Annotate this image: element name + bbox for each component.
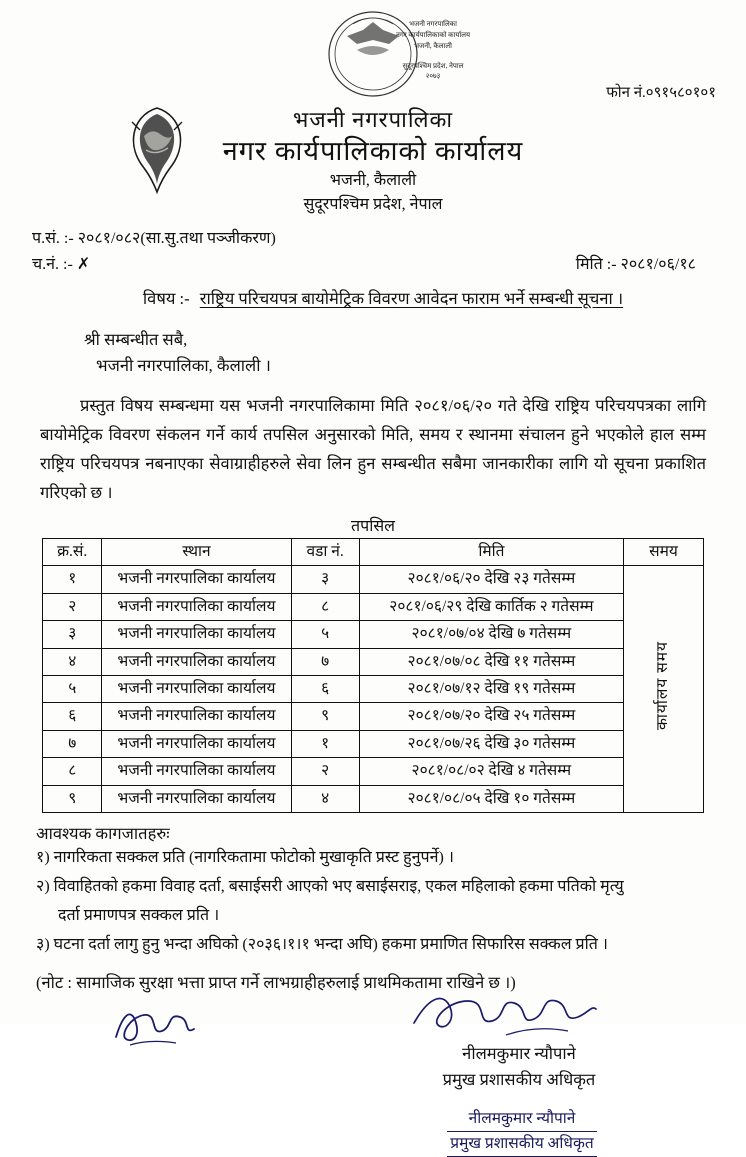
letter-date (576, 252, 696, 274)
cell-place: भजनी नगरपालिका कार्यालय (102, 675, 291, 702)
cell-serial: ३ (43, 621, 102, 648)
national-emblem-icon (114, 106, 200, 194)
subject-label: विषय :- (143, 289, 190, 308)
official-seal (313, 10, 433, 102)
header-date: मिति (359, 538, 623, 565)
patra-value: २०८१/०८२(सा.सु.तथा पञ्जीकरण) (78, 230, 276, 247)
cell-date: २०८१/०७/१२ देखि १९ गतेसम्म (359, 675, 623, 702)
cell-time-merged (624, 566, 704, 813)
cell-place: भजनी नगरपालिका कार्यालय (102, 730, 291, 757)
patra-label: प.सं. :- (32, 230, 74, 247)
officer-name: नीलमकुमार न्यौपाने (404, 1041, 634, 1067)
item-number: २) (36, 878, 50, 895)
header-serial: क्र.सं. (43, 538, 102, 565)
table-row (43, 566, 704, 593)
cell-date: २०८१/०७/०८ देखि ११ गतेसम्म (359, 648, 623, 675)
stamp-name: नीलमकुमार न्यौपाने (402, 1107, 642, 1130)
officer-title: प्रमुख प्रशासकीय अधिकृत (404, 1067, 634, 1093)
seal-line-2: नगर कार्यपालिकाको कार्यालय (373, 31, 493, 39)
phone-number: फोन नं.०९१५८०१०१ (606, 82, 716, 102)
cell-ward: ९ (291, 703, 359, 730)
cell-place: भजनी नगरपालिका कार्यालय (102, 758, 291, 785)
list-item (36, 873, 720, 931)
cell-date: २०८१/०८/०५ देखि १० गतेसम्म (359, 785, 623, 812)
seal-year: २०७३ (373, 72, 493, 80)
cell-serial: ८ (43, 758, 102, 785)
date-label: मिति :- (576, 256, 617, 273)
item-number: १) (36, 849, 50, 866)
cell-ward: ८ (291, 593, 359, 620)
cell-date: २०८१/०६/२९ देखि कार्तिक २ गतेसम्म (359, 593, 623, 620)
cell-ward: ३ (291, 566, 359, 593)
cell-ward: ७ (291, 648, 359, 675)
cell-date: २०८१/०६/२० देखि २३ गतेसम्म (359, 566, 623, 593)
note-text: (नोट : सामाजिक सुरक्षा भत्ता प्राप्त गर्ने लाभग्राहीहरुलाई प्राथमिकतामा राखिने छ ।) (26, 970, 720, 993)
cell-date: २०८१/०७/२० देखि २५ गतेसम्म (359, 703, 623, 730)
officer-signature-icon (410, 989, 600, 1049)
chalani-label: च.नं. :- (32, 256, 73, 273)
addressee-line-1: श्री सम्बन्धीत सबै, (84, 330, 187, 349)
cell-serial: ४ (43, 648, 102, 675)
cell-serial: ७ (43, 730, 102, 757)
seal-line-4: सुदूरपश्चिम प्रदेश, नेपाल (373, 62, 493, 70)
header-place: स्थान (102, 538, 291, 565)
table-row (43, 648, 704, 675)
municipality-name: भजनी नगरपालिका (26, 106, 720, 134)
table-row (43, 703, 704, 730)
table-row (43, 785, 704, 812)
table-row (43, 621, 704, 648)
chalani-number (32, 252, 90, 274)
header-time: समय (624, 538, 704, 565)
schedule-table (42, 538, 704, 814)
stamp-title: प्रमुख प्रशासकीय अधिकृत (402, 1132, 642, 1155)
table-row (43, 593, 704, 620)
cell-ward: ६ (291, 675, 359, 702)
cell-date: २०८१/०८/०२ देखि ४ गतेसम्म (359, 758, 623, 785)
office-province: सुदूरपश्चिम प्रदेश, नेपाल (26, 193, 720, 217)
left-signature-icon (110, 1001, 200, 1049)
seal-line-1: भजनी नगरपालिका (373, 20, 493, 28)
cell-place: भजनी नगरपालिका कार्यालय (102, 785, 291, 812)
cell-place: भजनी नगरपालिका कार्यालय (102, 703, 291, 730)
office-name: नगर कार्यपालिकाको कार्यालय (26, 134, 720, 169)
cell-place: भजनी नगरपालिका कार्यालय (102, 621, 291, 648)
patra-sankhya (32, 226, 276, 248)
date-value: २०८१/०६/१८ (621, 256, 696, 273)
table-row (43, 675, 704, 702)
table-header-row (43, 538, 704, 565)
item-number: ३) (36, 936, 50, 953)
body-paragraph: प्रस्तुत विषय सम्बन्धमा यस भजनी नगरपालिकामा मिति २०८१/०६/२० गते देखि राष्ट्रिय परिचयपत्रका लागि बायोमेट्रिक विवरण संकलन गर्ने कार्य तपसिल अनुसारको मिति, समय र स्थानमा संचालन हुने भएकोले हाल सम्म राष्ट्रिय परिचयपत्र नबनाएका सेवाग्राहीहरुले सेवा लिन हुन सम्बन्धीत सबैमा जानकारीका लागि यो सूचना प्रकाशित गरिएको छ । (26, 392, 720, 508)
letterhead (26, 10, 720, 220)
office-hours-label: कार्यालय समय (652, 641, 674, 730)
cell-ward: ५ (291, 621, 359, 648)
cell-place: भजनी नगरपालिका कार्यालय (102, 593, 291, 620)
list-item (36, 844, 720, 873)
header-ward: वडा नं. (291, 538, 359, 565)
reference-block (26, 226, 720, 278)
cell-ward: १ (291, 730, 359, 757)
item-text: नागरिकता सक्कल प्रति (नागरिकतामा फोटोको मुखाकृति प्रस्ट हुनुपर्ने) । (54, 849, 454, 866)
office-place: भजनी, कैलाली (26, 169, 720, 193)
table-row (43, 730, 704, 757)
cell-serial: १ (43, 566, 102, 593)
cell-date: २०८१/०७/०४ देखि ७ गतेसम्म (359, 621, 623, 648)
cell-serial: ५ (43, 675, 102, 702)
item-text: विवाहितको हकमा विवाह दर्ता, बसाईसरी आएको भए बसाईसराइ, एकल महिलाको हकमा पतिको मृत्यु (54, 878, 624, 895)
officer-stamp (402, 1107, 642, 1157)
officer-block (404, 1041, 634, 1094)
cell-place: भजनी नगरपालिका कार्यालय (102, 566, 291, 593)
seal-line-3: भजनी, कैलाली (373, 42, 493, 50)
documents-list (26, 844, 720, 959)
addressee-block (26, 327, 720, 378)
signature-area (26, 995, 720, 1145)
subject-text: राष्ट्रिय परिचयपत्र बायोमेट्रिक विवरण आवेदन फाराम भर्ने सम्बन्धी सूचना । (200, 289, 623, 308)
cell-serial: ६ (43, 703, 102, 730)
subject-line (26, 286, 720, 309)
cell-ward: ४ (291, 785, 359, 812)
tapasil-heading: तपसिल (26, 514, 720, 536)
chalani-value: ✗ (77, 256, 90, 273)
documents-heading: आवश्यक कागजातहरुः (26, 821, 720, 844)
item-text-continued: दर्ता प्रमाणपत्र सक्कल प्रति । (36, 902, 720, 931)
cell-ward: २ (291, 758, 359, 785)
cell-date: २०८१/०७/२६ देखि ३० गतेसम्म (359, 730, 623, 757)
list-item (36, 931, 720, 960)
addressee-line-2: भजनी नगरपालिका, कैलाली । (84, 353, 720, 379)
table-row (43, 758, 704, 785)
item-text: घटना दर्ता लागु हुनु भन्दा अघिको (२०३६।१।१ भन्दा अघि) हकमा प्रमाणित सिफारिस सक्कल प्रति । (54, 936, 608, 953)
cell-place: भजनी नगरपालिका कार्यालय (102, 648, 291, 675)
cell-serial: २ (43, 593, 102, 620)
cell-serial: ९ (43, 785, 102, 812)
